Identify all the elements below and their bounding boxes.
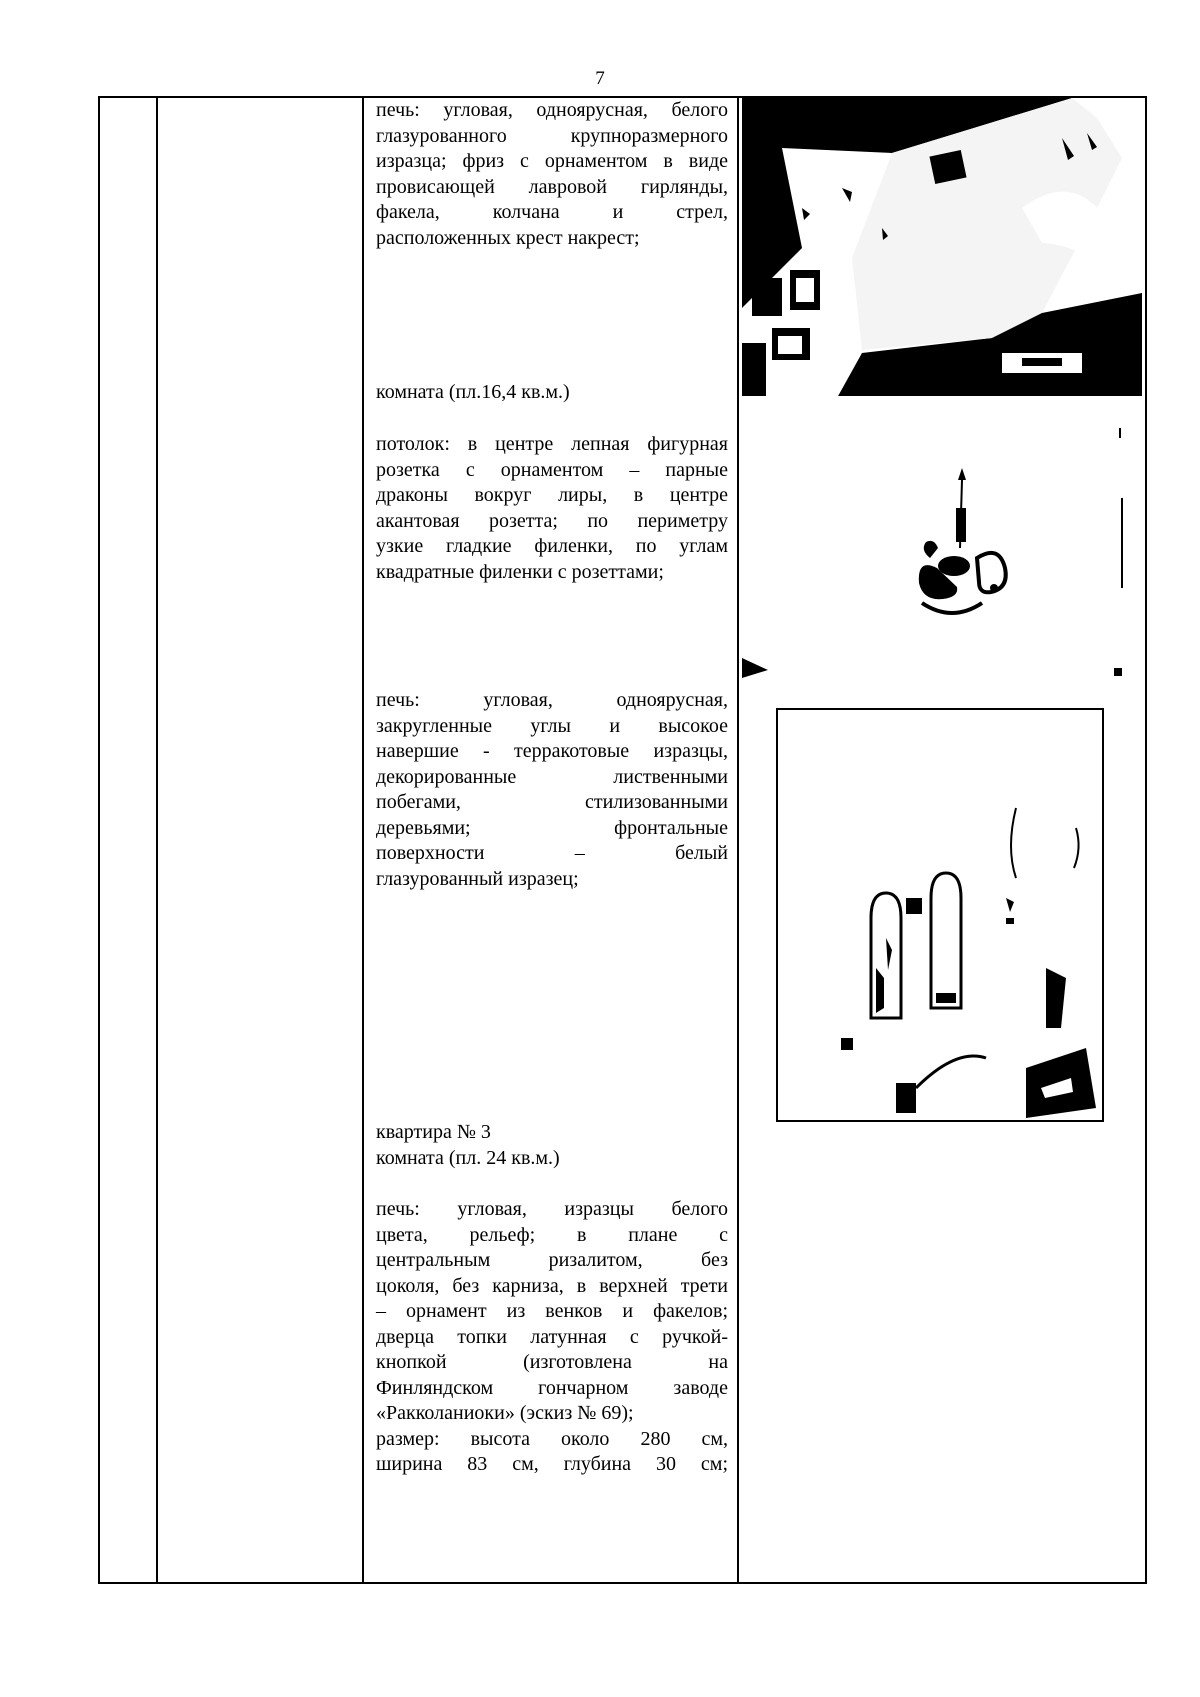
column-divider-1 [156, 98, 158, 1582]
text-line: квадратные филенки с розеттами; [376, 560, 664, 583]
ceiling-description [376, 432, 728, 585]
text-line: драконы вокруг лиры, в центре [376, 484, 728, 506]
room-2-heading: комната (пл. 24 кв.м.) [376, 1147, 560, 1169]
text-line: цвета, рельеф; в плане с [376, 1223, 728, 1246]
text-line: факела, колчана и стрел, [376, 201, 728, 223]
text-line: глазурованного крупноразмерного [376, 124, 728, 147]
text-line: кнопкой (изготовлена на [376, 1351, 728, 1373]
ceiling-chandelier-photo [742, 398, 1142, 704]
text-line: ширина 83 см, глубина 30 см; [376, 1453, 728, 1475]
text-line: закругленные углы и высокое [376, 714, 728, 737]
text-line: узкие гладкие филенки, по углам [376, 535, 728, 557]
page-number: 7 [595, 68, 605, 89]
text-line: побегами, стилизованными [376, 791, 728, 813]
text-line: Финляндском гончарном заводе [376, 1376, 728, 1399]
text-line: акантовая розетта; по периметру [376, 509, 728, 532]
text-line: печь: угловая, изразцы белого [376, 1198, 728, 1220]
text-line: расположенных крест накрест; [376, 226, 640, 249]
text-line: печь: угловая, одноярусная, [376, 689, 728, 711]
text-line: центральным ризалитом, без [376, 1249, 728, 1271]
column-divider-3 [737, 98, 739, 1582]
apartment-heading: квартира № 3 [376, 1121, 491, 1143]
oven3-description [376, 1197, 728, 1478]
column-divider-2 [362, 98, 364, 1582]
text-line: навершие - терракотовые изразцы, [376, 740, 728, 762]
arched-windows-stove-photo [776, 708, 1104, 1122]
room-1-heading: комната (пл.16,4 кв.м.) [376, 381, 570, 403]
stove-corner-photo [742, 98, 1142, 396]
text-line: деревьями; фронтальные [376, 816, 728, 839]
text-line: – орнамент из венков и факелов; [376, 1300, 728, 1322]
text-line: глазурованный изразец; [376, 867, 579, 890]
text-line: провисающей лавровой гирлянды, [376, 175, 728, 198]
oven1-description [376, 98, 728, 251]
text-line: размер: высота около 280 см, [376, 1427, 728, 1450]
text-line: дверца топки латунная с ручкой- [376, 1325, 728, 1348]
text-line: печь: угловая, одноярусная, белого [376, 99, 728, 121]
text-line: потолок: в центре лепная фигурная [376, 433, 728, 455]
text-line: «Ракколаниоки» (эскиз № 69); [376, 1402, 634, 1424]
inventory-table [98, 96, 1147, 1584]
text-line: изразца; фриз с орнаментом в виде [376, 150, 728, 172]
oven2-description [376, 688, 728, 892]
text-line: розетка с орнаментом – парные [376, 458, 728, 481]
text-line: декорированные лиственными [376, 765, 728, 788]
text-line: поверхности – белый [376, 842, 728, 864]
text-line: цоколя, без карниза, в верхней трети [376, 1274, 728, 1297]
